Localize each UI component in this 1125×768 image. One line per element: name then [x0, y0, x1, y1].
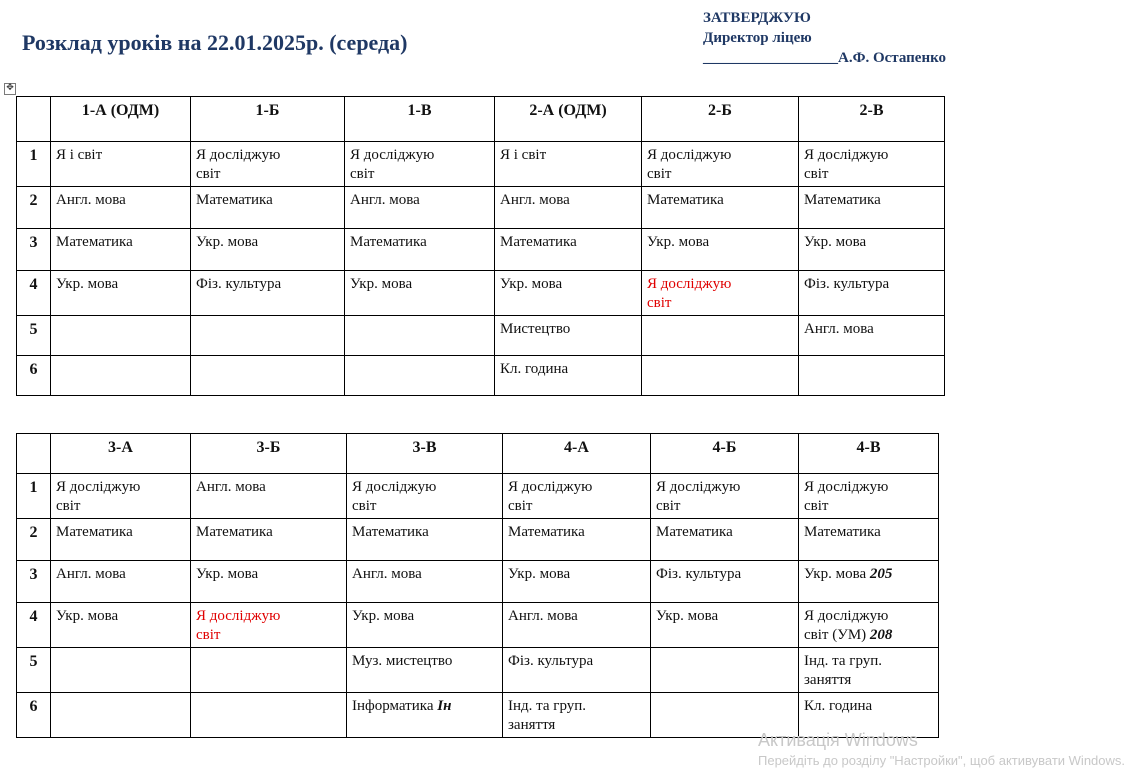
lesson-cell	[503, 519, 651, 561]
corner-cell	[17, 97, 51, 142]
class-header: 3-Б	[191, 434, 347, 474]
lesson-cell	[651, 561, 799, 603]
windows-activation-hint: Перейдіть до розділу "Настройки", щоб активувати Windows.	[758, 753, 1125, 768]
lesson-cell	[503, 474, 651, 519]
lesson-line: Я досліджую	[352, 479, 437, 495]
lesson-line: Математика	[196, 524, 273, 540]
lesson-line: Математика	[508, 524, 585, 540]
lesson-line: Фіз. культура	[508, 653, 594, 669]
lesson-line: Кл. година	[500, 361, 569, 377]
lesson-line: Фіз. культура	[656, 566, 742, 582]
lesson-cell	[51, 561, 191, 603]
lesson-cell	[642, 316, 799, 356]
lesson-row	[17, 356, 945, 396]
header-row	[17, 434, 939, 474]
lesson-line: Муз. мистецтво	[352, 653, 453, 669]
lesson-line: світ	[508, 498, 533, 514]
lesson-line: Укр. мова	[196, 566, 259, 582]
lesson-cell	[642, 187, 799, 229]
lesson-cell	[51, 142, 191, 187]
lesson-cell	[495, 316, 642, 356]
lesson-number: 4	[17, 271, 51, 316]
lesson-number: 6	[17, 693, 51, 738]
lesson-line: світ	[56, 498, 81, 514]
lesson-cell	[495, 271, 642, 316]
lesson-line: Англ. мова	[56, 566, 126, 582]
lesson-line: Я досліджую	[196, 147, 281, 163]
lesson-line: Укр. мова	[804, 234, 867, 250]
class-header: 2-Б	[642, 97, 799, 142]
lesson-line: Укр. мова 205	[804, 566, 893, 582]
corner-cell	[17, 434, 51, 474]
lesson-line: Укр. мова	[508, 566, 571, 582]
lesson-number: 1	[17, 142, 51, 187]
lesson-cell	[191, 229, 345, 271]
lesson-cell	[495, 187, 642, 229]
lesson-cell	[345, 187, 495, 229]
lesson-line: Інд. та груп.	[804, 653, 883, 669]
lesson-line: Я досліджую	[804, 608, 889, 624]
lesson-line: світ	[196, 166, 221, 182]
lesson-number: 1	[17, 474, 51, 519]
lesson-line: Я і світ	[56, 147, 103, 163]
lesson-line: Я досліджую	[804, 147, 889, 163]
lesson-line: Математика	[804, 524, 881, 540]
lesson-line: Я досліджую	[656, 479, 741, 495]
lesson-line: Я досліджую	[647, 276, 732, 292]
approval-position: Директор ліцею	[703, 30, 812, 46]
lesson-cell	[503, 603, 651, 648]
lesson-line: Математика	[56, 524, 133, 540]
lesson-cell	[503, 693, 651, 738]
lesson-line: Мистецтво	[500, 321, 571, 337]
lesson-cell	[191, 648, 347, 693]
lesson-row	[17, 603, 939, 648]
lesson-cell	[347, 519, 503, 561]
room-label: Ін	[437, 698, 452, 714]
lesson-cell	[799, 142, 945, 187]
lesson-line: Математика	[656, 524, 733, 540]
lesson-cell	[51, 519, 191, 561]
class-header: 1-В	[345, 97, 495, 142]
lesson-cell	[347, 561, 503, 603]
lesson-line: Кл. година	[804, 698, 873, 714]
lesson-cell	[191, 271, 345, 316]
lesson-number: 2	[17, 519, 51, 561]
windows-activation-watermark: Активація Windows	[758, 730, 918, 750]
lesson-number: 5	[17, 648, 51, 693]
approval-signature: __________________А.Ф. Остапенко	[703, 50, 947, 66]
lesson-cell	[51, 474, 191, 519]
schedule-table-grades-3-4	[16, 433, 939, 738]
class-header: 4-А	[503, 434, 651, 474]
lesson-cell	[799, 603, 939, 648]
lesson-cell	[191, 519, 347, 561]
lesson-cell	[345, 142, 495, 187]
lesson-number: 6	[17, 356, 51, 396]
lesson-cell	[642, 229, 799, 271]
lesson-cell	[347, 603, 503, 648]
approval-block	[703, 8, 946, 68]
lesson-line: Укр. мова	[350, 276, 413, 292]
lesson-cell	[799, 187, 945, 229]
lesson-row	[17, 519, 939, 561]
class-header: 1-А (ОДМ)	[51, 97, 191, 142]
lesson-cell	[347, 648, 503, 693]
lesson-cell	[651, 603, 799, 648]
lesson-line: Англ. мова	[804, 321, 874, 337]
lesson-cell	[799, 271, 945, 316]
lesson-line: Укр. мова	[56, 608, 119, 624]
lesson-line: Укр. мова	[196, 234, 259, 250]
class-header: 2-В	[799, 97, 945, 142]
lesson-line: світ	[352, 498, 377, 514]
lesson-row	[17, 187, 945, 229]
lesson-cell	[642, 356, 799, 396]
header-row	[17, 97, 945, 142]
lesson-cell	[799, 229, 945, 271]
lesson-line: Я досліджую	[350, 147, 435, 163]
lesson-cell	[51, 271, 191, 316]
lesson-line: Математика	[804, 192, 881, 208]
move-table-icon[interactable]: ✥	[4, 83, 16, 95]
lesson-cell	[799, 316, 945, 356]
lesson-line: Математика	[196, 192, 273, 208]
lesson-line: Укр. мова	[656, 608, 719, 624]
class-header: 4-Б	[651, 434, 799, 474]
lesson-number: 3	[17, 561, 51, 603]
lesson-cell	[503, 561, 651, 603]
lesson-line: Англ. мова	[350, 192, 420, 208]
lesson-line: світ	[656, 498, 681, 514]
lesson-row	[17, 271, 945, 316]
lesson-row	[17, 142, 945, 187]
lesson-line: Я досліджую	[196, 608, 281, 624]
lesson-number: 4	[17, 603, 51, 648]
lesson-cell	[642, 271, 799, 316]
approval-heading: ЗАТВЕРДЖУЮ	[703, 10, 811, 26]
lesson-cell	[191, 561, 347, 603]
lesson-line: Англ. мова	[56, 192, 126, 208]
lesson-cell	[651, 474, 799, 519]
lesson-cell	[51, 693, 191, 738]
lesson-cell	[191, 142, 345, 187]
lesson-line: Укр. мова	[500, 276, 563, 292]
lesson-cell	[191, 474, 347, 519]
lesson-cell	[347, 474, 503, 519]
lesson-cell	[345, 356, 495, 396]
lesson-cell	[345, 316, 495, 356]
lesson-line: Інформатика Ін	[352, 698, 452, 714]
lesson-line: заняття	[508, 717, 556, 733]
lesson-cell	[495, 356, 642, 396]
lesson-line: Укр. мова	[56, 276, 119, 292]
lesson-cell	[799, 356, 945, 396]
schedule-table-grades-1-2	[16, 96, 945, 396]
lesson-cell	[651, 648, 799, 693]
room-label: 205	[869, 566, 893, 582]
lesson-cell	[191, 693, 347, 738]
lesson-line: світ	[196, 627, 221, 643]
lesson-cell	[651, 519, 799, 561]
page-title: Розклад уроків на 22.01.2025р. (середа)	[22, 30, 408, 55]
lesson-cell	[51, 603, 191, 648]
lesson-line: Укр. мова	[647, 234, 710, 250]
lesson-line: світ	[804, 498, 829, 514]
lesson-cell	[642, 142, 799, 187]
lesson-cell	[51, 187, 191, 229]
lesson-line: Математика	[56, 234, 133, 250]
class-header: 4-В	[799, 434, 939, 474]
lesson-row	[17, 474, 939, 519]
lesson-line: Я досліджую	[804, 479, 889, 495]
lesson-line: Англ. мова	[508, 608, 578, 624]
lesson-cell	[51, 356, 191, 396]
lesson-row	[17, 316, 945, 356]
lesson-cell	[51, 316, 191, 356]
lesson-cell	[191, 187, 345, 229]
lesson-line: заняття	[804, 672, 852, 688]
lesson-cell	[503, 648, 651, 693]
lesson-row	[17, 561, 939, 603]
lesson-cell	[345, 271, 495, 316]
lesson-row	[17, 648, 939, 693]
lesson-number: 3	[17, 229, 51, 271]
lesson-cell	[495, 142, 642, 187]
lesson-line: Математика	[500, 234, 577, 250]
lesson-cell	[345, 229, 495, 271]
lesson-cell	[799, 648, 939, 693]
lesson-cell	[191, 603, 347, 648]
class-header: 3-А	[51, 434, 191, 474]
lesson-cell	[51, 229, 191, 271]
lesson-line: світ	[804, 166, 829, 182]
lesson-line: Англ. мова	[500, 192, 570, 208]
lesson-number: 2	[17, 187, 51, 229]
class-header: 3-В	[347, 434, 503, 474]
lesson-line: Англ. мова	[352, 566, 422, 582]
lesson-line: Укр. мова	[352, 608, 415, 624]
lesson-cell	[191, 316, 345, 356]
lesson-cell	[799, 519, 939, 561]
lesson-line: Я і світ	[500, 147, 547, 163]
lesson-line: Я досліджую	[647, 147, 732, 163]
class-header: 1-Б	[191, 97, 345, 142]
lesson-row	[17, 229, 945, 271]
lesson-line: Я досліджую	[56, 479, 141, 495]
lesson-line: Математика	[350, 234, 427, 250]
lesson-cell	[347, 693, 503, 738]
lesson-cell	[799, 474, 939, 519]
lesson-cell	[51, 648, 191, 693]
lesson-line: світ (УМ) 208	[804, 627, 893, 643]
lesson-line: світ	[647, 166, 672, 182]
lesson-number: 5	[17, 316, 51, 356]
class-header: 2-А (ОДМ)	[495, 97, 642, 142]
lesson-line: Фіз. культура	[804, 276, 890, 292]
lesson-cell	[799, 561, 939, 603]
lesson-line: світ	[647, 295, 672, 311]
lesson-cell	[495, 229, 642, 271]
lesson-cell	[191, 356, 345, 396]
lesson-line: Фіз. культура	[196, 276, 282, 292]
lesson-line: Математика	[352, 524, 429, 540]
room-label: 208	[869, 627, 893, 643]
lesson-line: Англ. мова	[196, 479, 266, 495]
lesson-line: світ	[350, 166, 375, 182]
lesson-line: Я досліджую	[508, 479, 593, 495]
lesson-line: Інд. та груп.	[508, 698, 587, 714]
lesson-line: Математика	[647, 192, 724, 208]
